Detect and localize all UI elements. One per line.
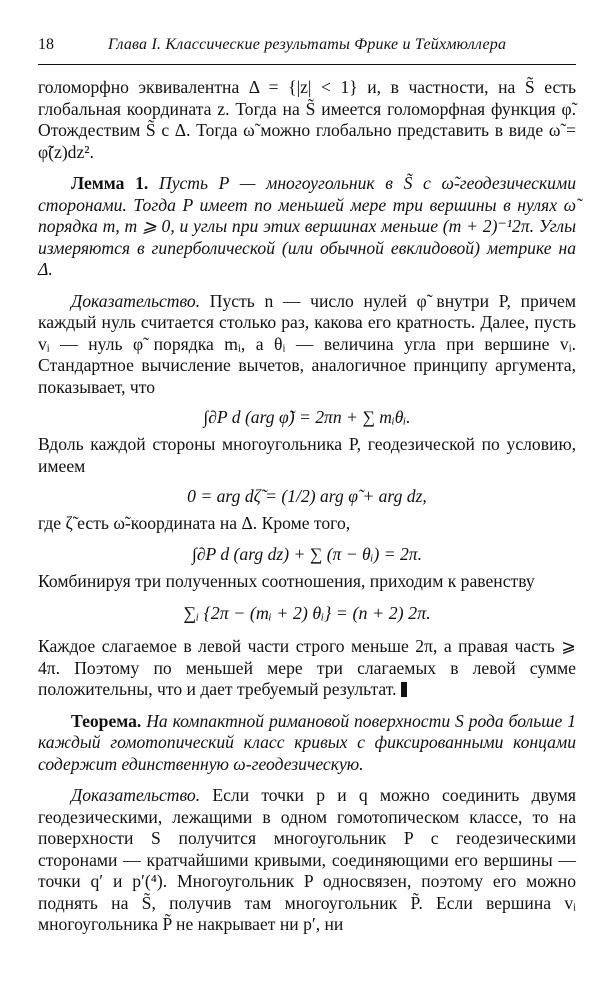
running-header <box>38 36 576 60</box>
paragraph-4: Комбинируя три полученных соотношения, приходим к равенству <box>38 570 535 591</box>
lemma-1 <box>38 173 576 281</box>
paragraph-2: Вдоль каждой стороны многоугольника P, геодезической по условию, имеем <box>38 434 576 476</box>
paragraph-5-text: Каждое слагаемое в левой части строго меньше 2π, а правая часть ⩾ 4π. Поэтому по меньшей мере три слагаемых в левой сумме положительны, что и дает требуемый результат. <box>38 636 576 699</box>
qed-mark <box>401 682 407 697</box>
header-rule <box>38 64 576 65</box>
running-title: Глава I. Классические результаты Фрике и Тейхмюллера <box>108 36 507 53</box>
paragraph-5 <box>38 636 576 701</box>
proof-1-label: Доказательство. <box>71 290 201 311</box>
lemma-text: Пусть P — многоугольник в S̃ с ω̃-геодезическими сторонами. Тогда P имеет по меньшей мере три вершины в нулях ω̃ порядка m, m ⩾ 0, и углы при этих вершинах меньше (m + 2)⁻¹2π. Углы измеряются в гиперболической (или обычной евклидовой) метрике на Δ. <box>38 173 576 279</box>
formula-combined: ∑ᵢ {2π − (mᵢ + 2) θᵢ} = (n + 2) 2π. <box>183 603 431 623</box>
formula-argument-principle: ∫∂P d (arg φ̃) = 2πn + ∑ mᵢθᵢ. <box>203 407 411 427</box>
formula-geodesic-condition: 0 = arg dζ̃ = (1/2) arg φ̃ + arg dz, <box>187 486 427 506</box>
book-page <box>38 36 576 936</box>
formula-angle-sum: ∫∂P d (arg dz) + ∑ (π − θᵢ) = 2π. <box>192 543 422 564</box>
lemma-label: Лемма 1. <box>71 173 149 193</box>
proof-2 <box>38 785 576 936</box>
page-number: 18 <box>38 36 54 53</box>
proof-2-text: Если точки p и q можно соединить двумя геодезическими, лежащими в одном гомотопическом классе, то на поверхности S получится многоугольник P с геодезическими сторонами — кратчайшими кривыми, соединяющими его вершины — точки q′ и p′(⁴). Многоугольник P односвязен, поэтому его можно поднять на S̃, получив там многоугольник P̃. Если вершина vᵢ многоугольника P̃ не накрывает ни p′, ни <box>38 785 576 934</box>
theorem-text: На компактной римановой поверхности S рода больше 1 каждый гомотопический класс кривых с фиксированными концами содержит единственную ω-геодезическую. <box>38 710 576 774</box>
proof-2-label: Доказательство. <box>71 785 201 805</box>
proof-1-text: Пусть n — число нулей φ̃ внутри P, причем каждый нуль считается столько раз, какова его кратность. Далее, пусть vᵢ — нуль φ̃ порядка mᵢ, а θᵢ — величина угла при вершине vᵢ. Стандартное вычисление вычетов, аналогичное принципу аргумента, показывает, что <box>38 290 576 397</box>
theorem-label: Теорема. <box>71 710 142 731</box>
paragraph-3: где ζ̃ есть ω̃-координата на Δ. Кроме того, <box>38 513 351 533</box>
theorem <box>38 711 576 776</box>
proof-1 <box>38 291 576 399</box>
intro-paragraph: голоморфно эквивалентна Δ = {|z| < 1} и, в частности, на S̃ есть глобальная координата z. Тогда на S̃ имеется голоморфная функция φ̃. Отождествим S̃ с Δ. Тогда ω̃ можно глобально представить в виде ω̃ = φ̃(z)dz². <box>38 77 576 162</box>
